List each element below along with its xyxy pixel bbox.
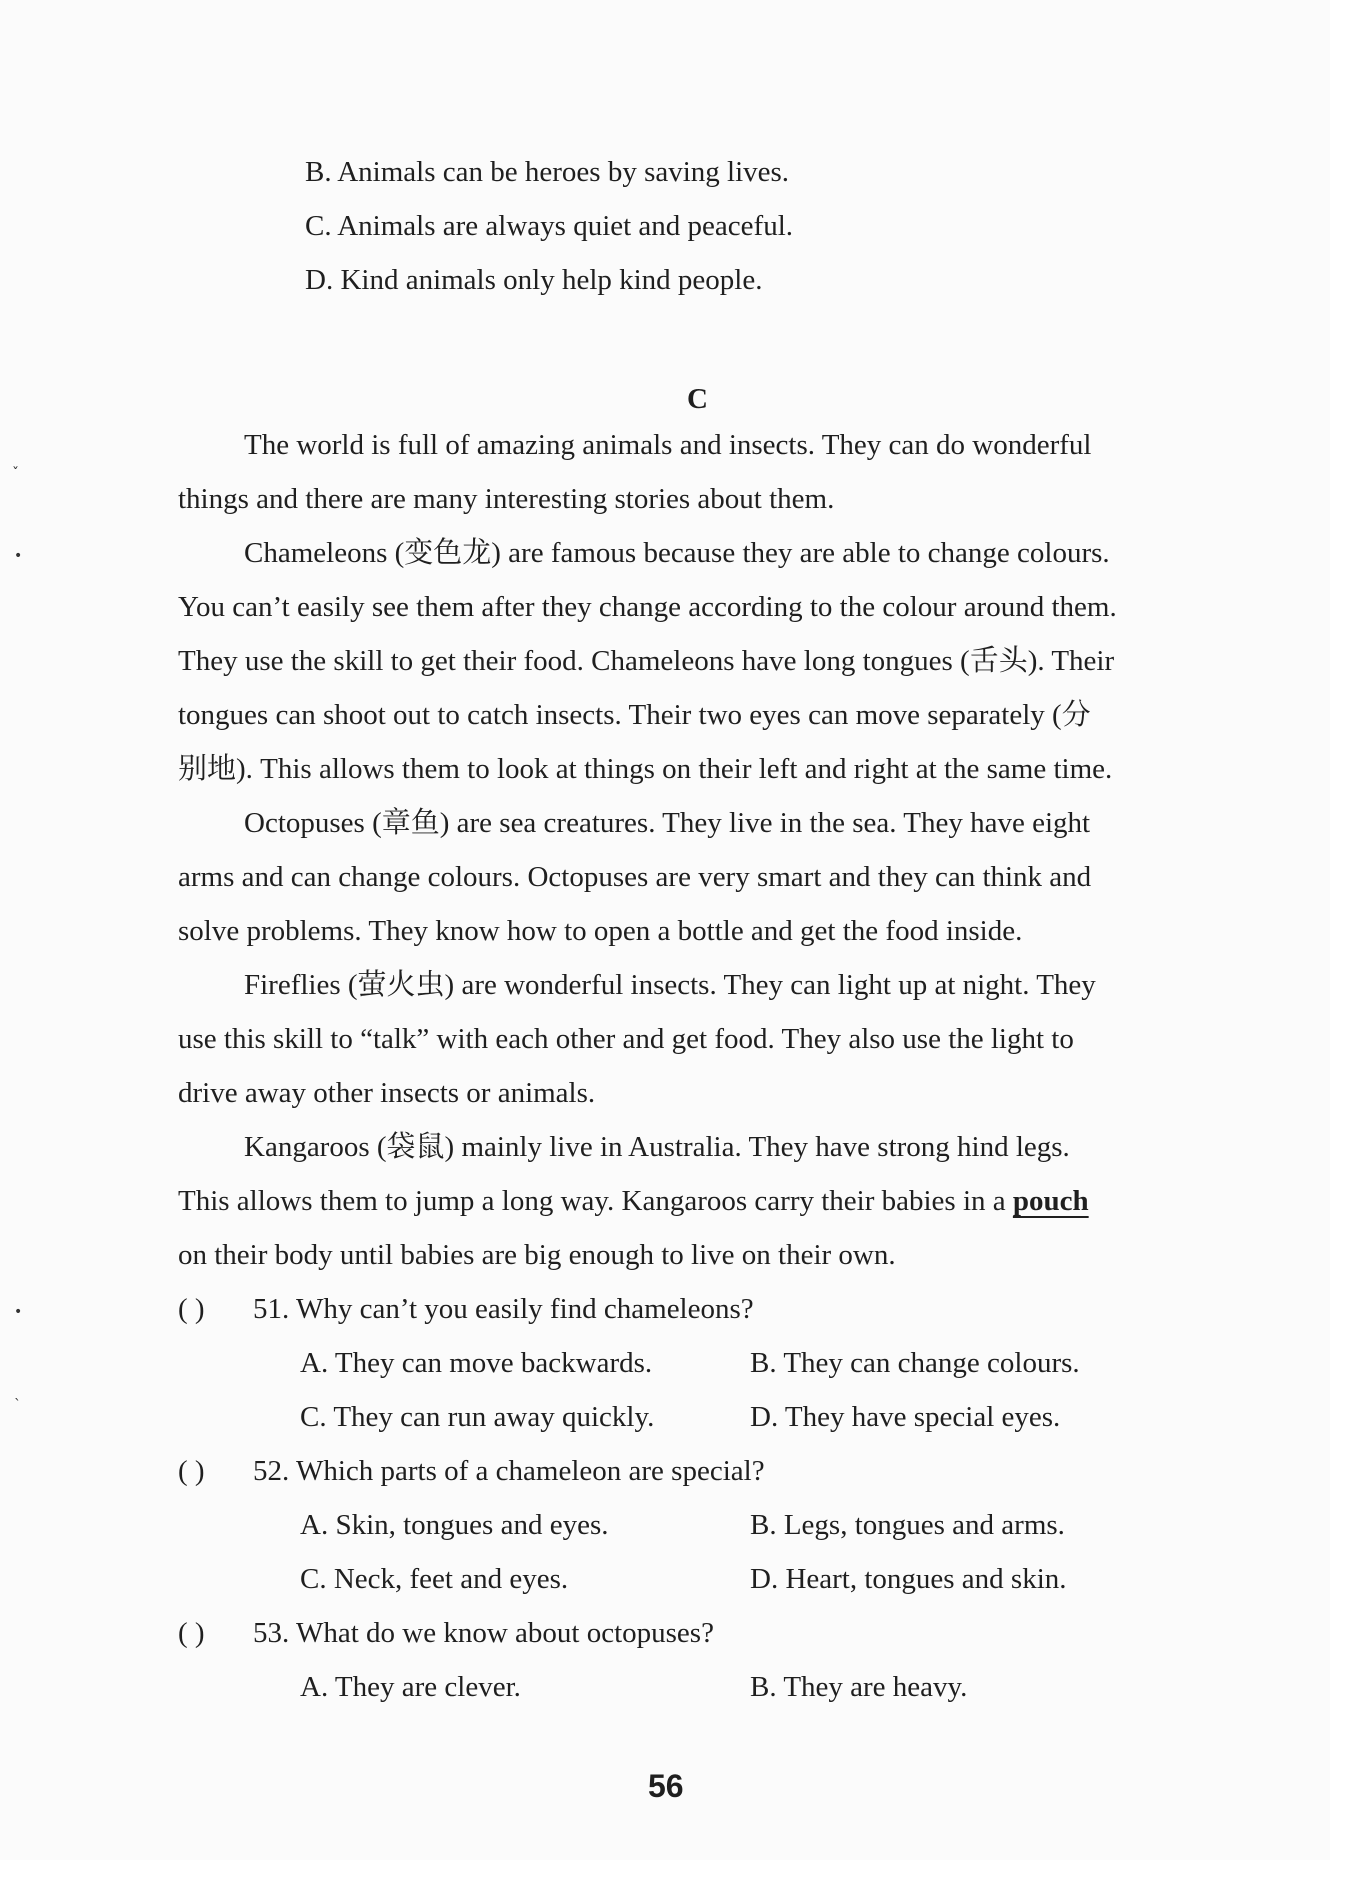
passage-line: arms and can change colours. Octopuses are very smart and they can think and bbox=[178, 861, 1092, 893]
passage-line: The world is full of amazing animals and insects. They can do wonderful bbox=[244, 429, 1092, 461]
option-c: C. Neck, feet and eyes. bbox=[300, 1563, 569, 1595]
passage-line: You can’t easily see them after they change according to the colour around them. bbox=[178, 591, 1117, 623]
prev-option-b: B. Animals can be heroes by saving lives. bbox=[305, 156, 790, 188]
page-number: 56 bbox=[648, 1768, 684, 1804]
passage-line bbox=[178, 1187, 1089, 1216]
passage-line: They use the skill to get their food. Chameleons have long tongues (舌头). Their bbox=[178, 645, 1115, 677]
answer-blank[interactable]: ( ) bbox=[178, 1617, 205, 1649]
passage-line: on their body until babies are big enough to live on their own. bbox=[178, 1239, 896, 1271]
binding-mark: • bbox=[14, 548, 23, 564]
passage-line: use this skill to “talk” with each other and get food. They also use the light to bbox=[178, 1023, 1074, 1055]
passage-line: 别地). This allows them to look at things on their left and right at the same time. bbox=[178, 753, 1113, 785]
binding-mark: • bbox=[14, 1304, 23, 1320]
question-text: 53. What do we know about octopuses? bbox=[253, 1617, 714, 1649]
option-b: B. They can change colours. bbox=[750, 1347, 1080, 1379]
passage-line: Chameleons (变色龙) are famous because they are able to change colours. bbox=[244, 537, 1110, 569]
passage-line: Kangaroos (袋鼠) mainly live in Australia. They have strong hind legs. bbox=[244, 1131, 1070, 1163]
answer-blank[interactable]: ( ) bbox=[178, 1293, 205, 1325]
option-a: A. They can move backwards. bbox=[300, 1347, 653, 1379]
passage-line: things and there are many interesting stories about them. bbox=[178, 483, 835, 515]
option-a: A. They are clever. bbox=[300, 1671, 521, 1703]
option-d: D. Heart, tongues and skin. bbox=[750, 1563, 1067, 1595]
passage-line: drive away other insects or animals. bbox=[178, 1077, 596, 1109]
binding-mark: ˇ bbox=[12, 466, 19, 482]
prev-option-d: D. Kind animals only help kind people. bbox=[305, 264, 763, 296]
underlined-word: pouch bbox=[1012, 1185, 1089, 1217]
option-a: A. Skin, tongues and eyes. bbox=[300, 1509, 609, 1541]
passage-line: solve problems. They know how to open a bottle and get the food inside. bbox=[178, 915, 1023, 947]
section-title: C bbox=[687, 383, 708, 415]
option-c: C. They can run away quickly. bbox=[300, 1401, 655, 1433]
question-text: 51. Why can’t you easily find chameleons? bbox=[253, 1293, 754, 1325]
option-d: D. They have special eyes. bbox=[750, 1401, 1061, 1433]
passage-line: tongues can shoot out to catch insects. Their two eyes can move separately (分 bbox=[178, 699, 1091, 731]
binding-mark: ˎ bbox=[14, 1385, 21, 1401]
option-b: B. They are heavy. bbox=[750, 1671, 968, 1703]
option-b: B. Legs, tongues and arms. bbox=[750, 1509, 1065, 1541]
passage-line: Octopuses (章鱼) are sea creatures. They live in the sea. They have eight bbox=[244, 807, 1091, 839]
prev-option-c: C. Animals are always quiet and peaceful. bbox=[305, 210, 794, 242]
passage-line: Fireflies (萤火虫) are wonderful insects. They can light up at night. They bbox=[244, 969, 1096, 1001]
question-text: 52. Which parts of a chameleon are special? bbox=[253, 1455, 765, 1487]
passage-text: This allows them to jump a long way. Kangaroos carry their babies in a bbox=[178, 1185, 1006, 1217]
answer-blank[interactable]: ( ) bbox=[178, 1455, 205, 1487]
